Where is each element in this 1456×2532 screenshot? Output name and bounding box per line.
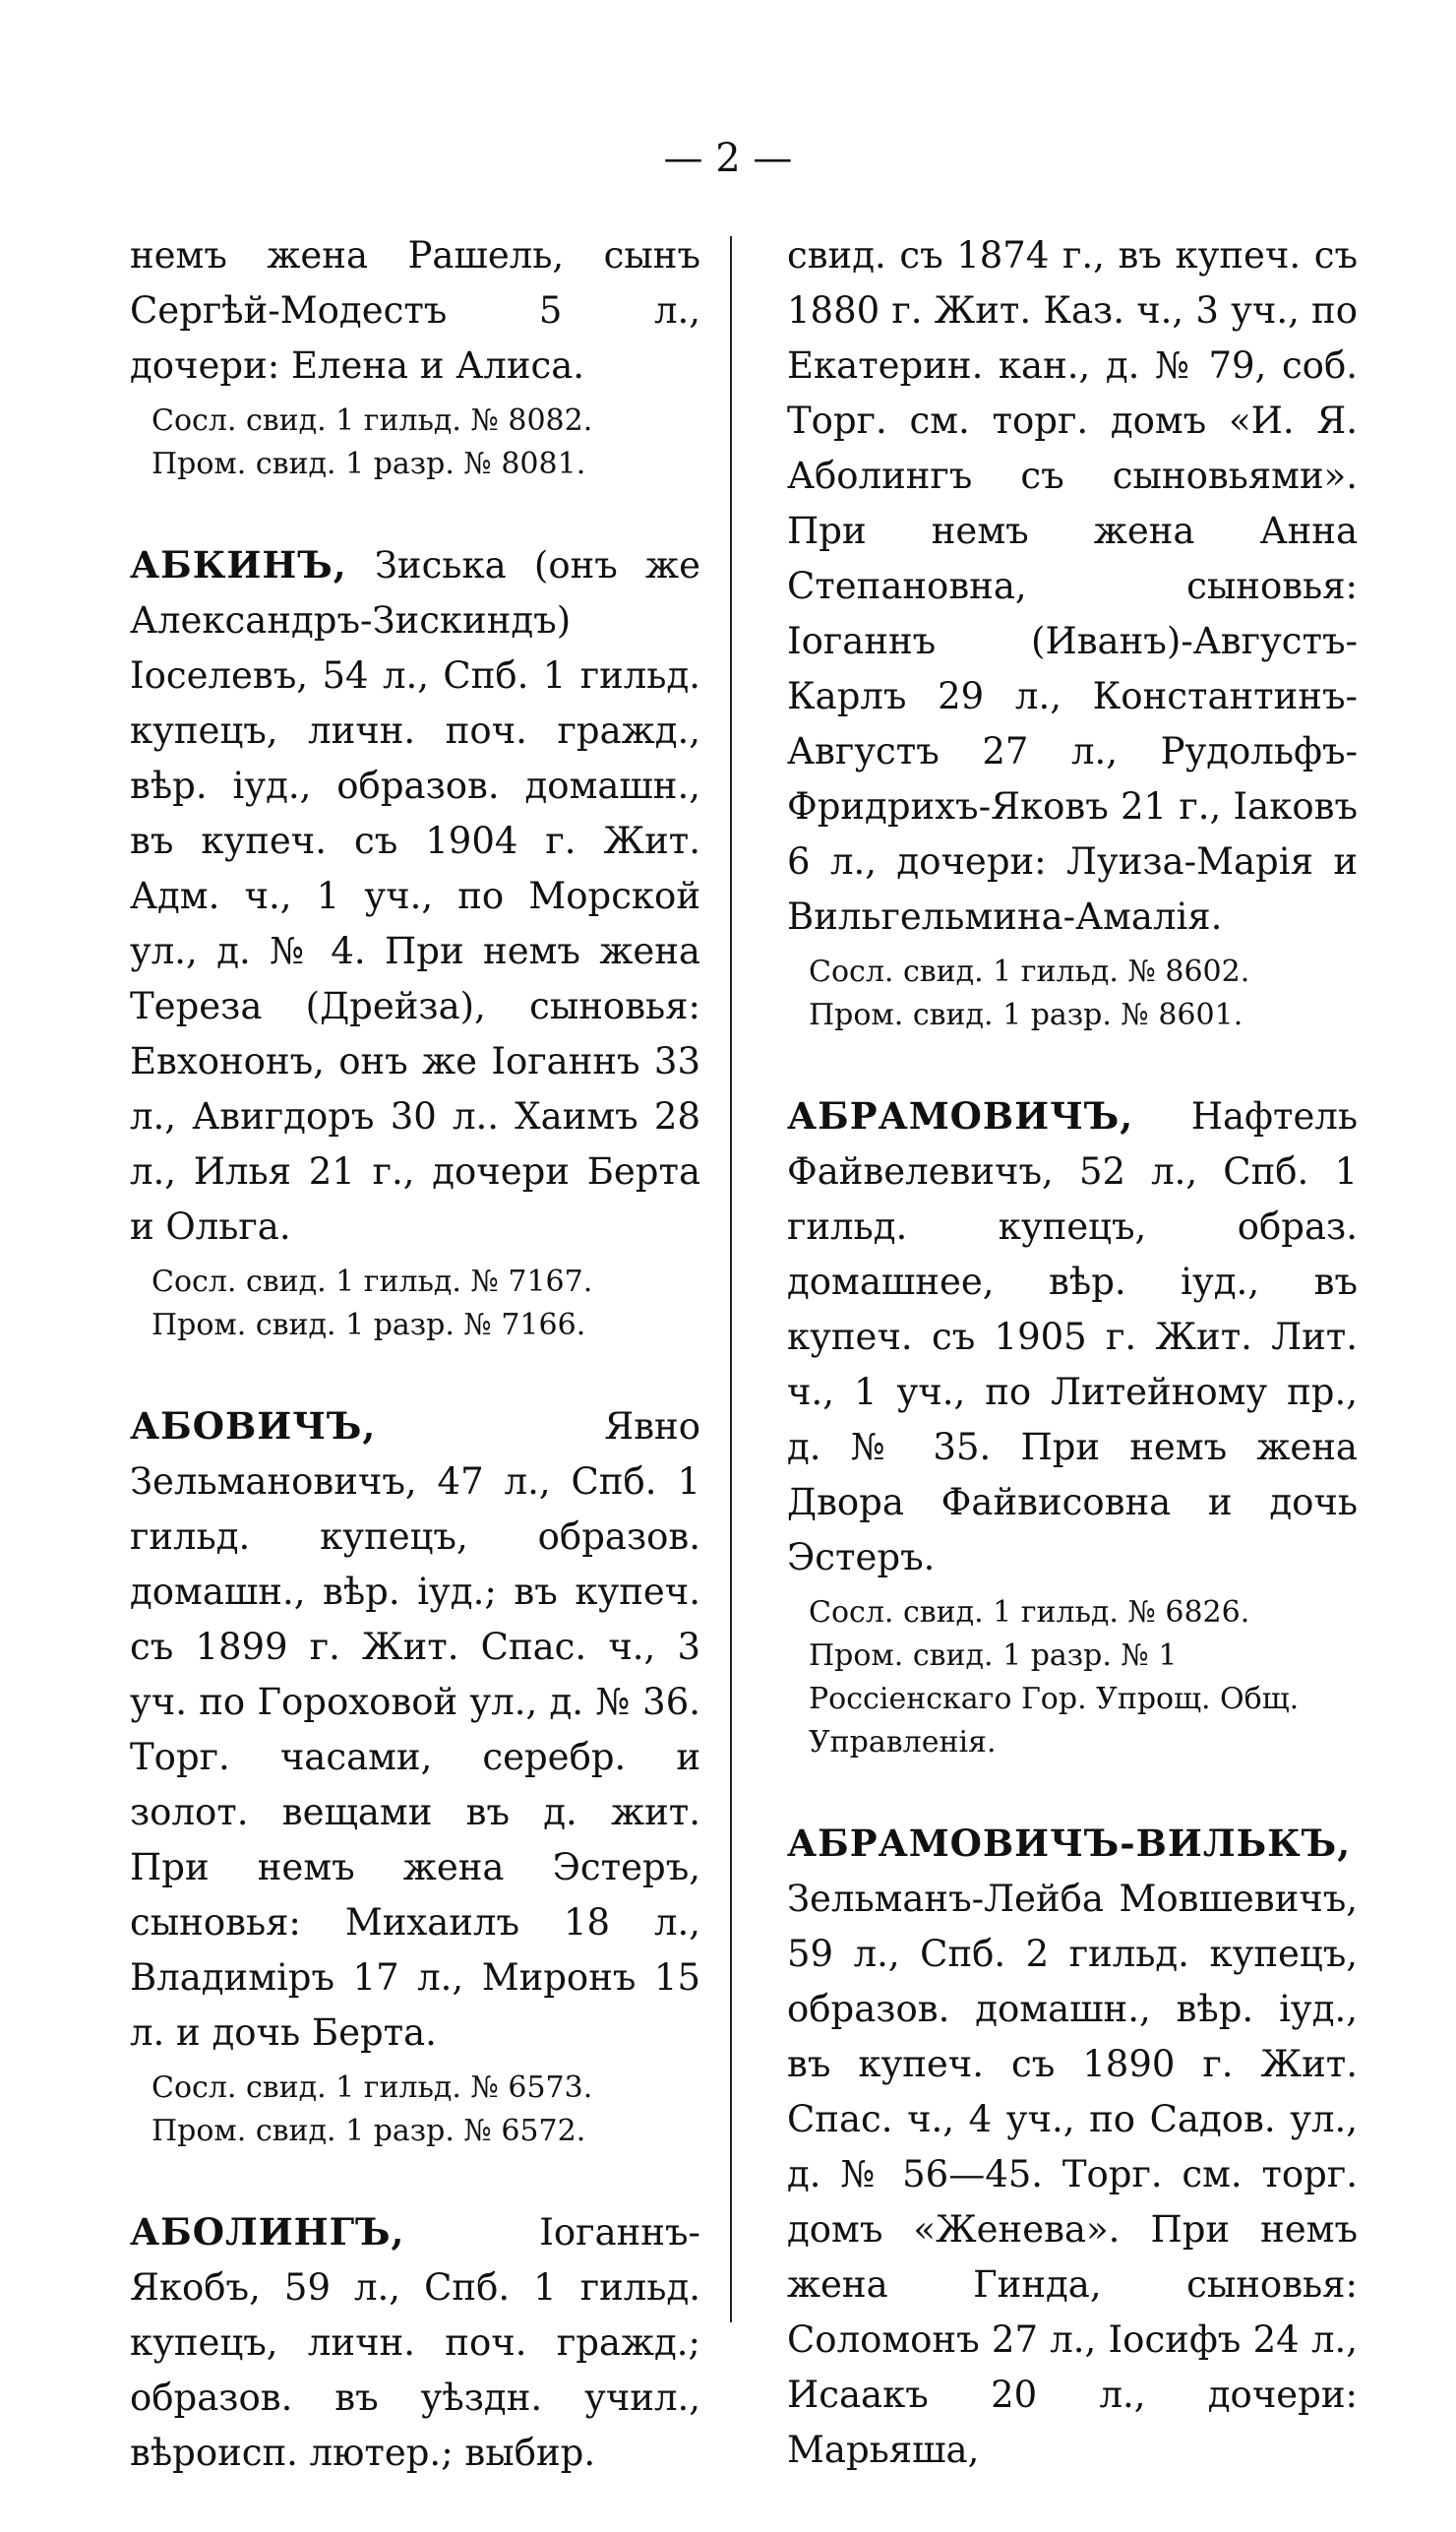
merchant-name: АБОЛИНГЪ, xyxy=(130,2210,405,2254)
guild-certificate: Сосл. свид. 1 гильд. № 7167. xyxy=(152,1265,593,1299)
left-column xyxy=(130,228,700,2532)
directory-entry xyxy=(130,537,700,1347)
guild-certificate: Сосл. свид. 1 гильд. № 6826. xyxy=(809,1595,1250,1630)
directory-entry xyxy=(787,1088,1358,1764)
directory-entry xyxy=(787,1816,1358,2478)
merchant-name: АБРАМОВИЧЪ-ВИЛЬКЪ, xyxy=(787,1822,1352,1865)
trade-certificate: Пром. свид. 1 разр. № 1 Россіенскаго Гор. Упрощ. Общ. Управленія. xyxy=(809,1638,1300,1760)
page-number: — 2 — xyxy=(663,136,793,181)
merchant-name: АБОВИЧЪ, xyxy=(130,1404,377,1448)
entry-text: Нафтель Файвелевичъ, 52 л., Спб. 1 гильд. купецъ, образ. домашнее, вѣр. іуд., въ купеч. съ 1905 г. Жит. Лит. ч., 1 уч., по Литейному пр., д. № 35. При немъ жена Двора Файвисовна и дочь Эстеръ. xyxy=(787,1095,1358,1578)
guild-certificate: Сосл. свид. 1 гильд. № 6573. xyxy=(152,2070,593,2105)
directory-entry xyxy=(787,228,1358,1037)
entry-text: Зельманъ-Лейба Мовшевичъ, 59 л., Спб. 2 гильд. купецъ, образов. домашн., вѣр. іуд., въ купеч. съ 1890 г. Жит. Спас. ч., 4 уч., по Садов. ул., д. № 56—45. Торг. см. торг. домъ «Женева». При немъ жена Гинда, сыновья: Соломонъ 27 л., Іосифъ 24 л., Исаакъ 20 л., дочери: Марьяша, xyxy=(787,1878,1358,2471)
merchant-name: АБРАМОВИЧЪ, xyxy=(787,1094,1134,1138)
entry-text: свид. съ 1874 г., въ купеч. съ 1880 г. Жит. Каз. ч., 3 уч., по Екатерин. кан., д. № 79, соб. Торг. см. торг. домъ «И. Я. Аболингъ съ сыновьями». При немъ жена Анна Степановна, сыновья: Іоганнъ (Иванъ)-Августъ-Карлъ 29 л., Константинъ-Августъ 27 л., Рудольфъ-Фридрихъ-Яковъ 21 г., Іаковъ 6 л., дочери: Луиза-Марія и Вильгельмина-Амалія. xyxy=(787,234,1358,938)
guild-certificate: Сосл. свид. 1 гильд. № 8082. xyxy=(152,403,593,438)
merchant-name: АБКИНЪ, xyxy=(130,543,347,587)
column-divider xyxy=(730,236,732,2322)
entry-text: Зиська (онъ же Александръ-Зискиндъ) Іоселевъ, 54 л., Спб. 1 гильд. купецъ, личн. поч. гражд., вѣр. іуд., образов. домашн., въ купеч. съ 1904 г. Жит. Адм. ч., 1 уч., по Морской ул., д. № 4. При немъ жена Тереза (Дрейза), сыновья: Евхононъ, онъ же Іоганнъ 33 л., Авигдоръ 30 л.. Хаимъ 28 л., Илья 21 г., дочери Берта и Ольга. xyxy=(130,544,700,1248)
entry-text: Явно Зельмановичъ, 47 л., Спб. 1 гильд. купецъ, образов. домашн., вѣр. іуд.; въ купеч. съ 1899 г. Жит. Спас. ч., 3 уч. по Гороховой ул., д. № 36. Торг. часами, серебр. и золот. вещами въ д. жит. При немъ жена Эстеръ, сыновья: Михаилъ 18 л., Владиміръ 17 л., Миронъ 15 л. и дочь Берта. xyxy=(130,1405,700,2054)
trade-certificate: Пром. свид. 1 разр. № 8601. xyxy=(809,998,1244,1032)
right-column xyxy=(787,228,1358,2529)
trade-certificate: Пром. свид. 1 разр. № 6572. xyxy=(152,2114,586,2148)
entry-text: Іоганнъ-Якобъ, 59 л., Спб. 1 гильд. купецъ, личн. поч. гражд.; образов. въ уѣздн. учил., вѣроисп. лютер.; выбир. xyxy=(130,2211,700,2474)
entry-text: немъ жена Рашель, сынъ Сергѣй-Модестъ 5 л., дочери: Елена и Алиса. xyxy=(130,234,700,387)
directory-entry xyxy=(130,1398,700,2153)
trade-certificate: Пром. свид. 1 разр. № 8081. xyxy=(152,447,586,481)
trade-certificate: Пром. свид. 1 разр. № 7166. xyxy=(152,1308,586,1342)
guild-certificate: Сосл. свид. 1 гильд. № 8602. xyxy=(809,955,1250,989)
directory-entry xyxy=(130,228,700,486)
